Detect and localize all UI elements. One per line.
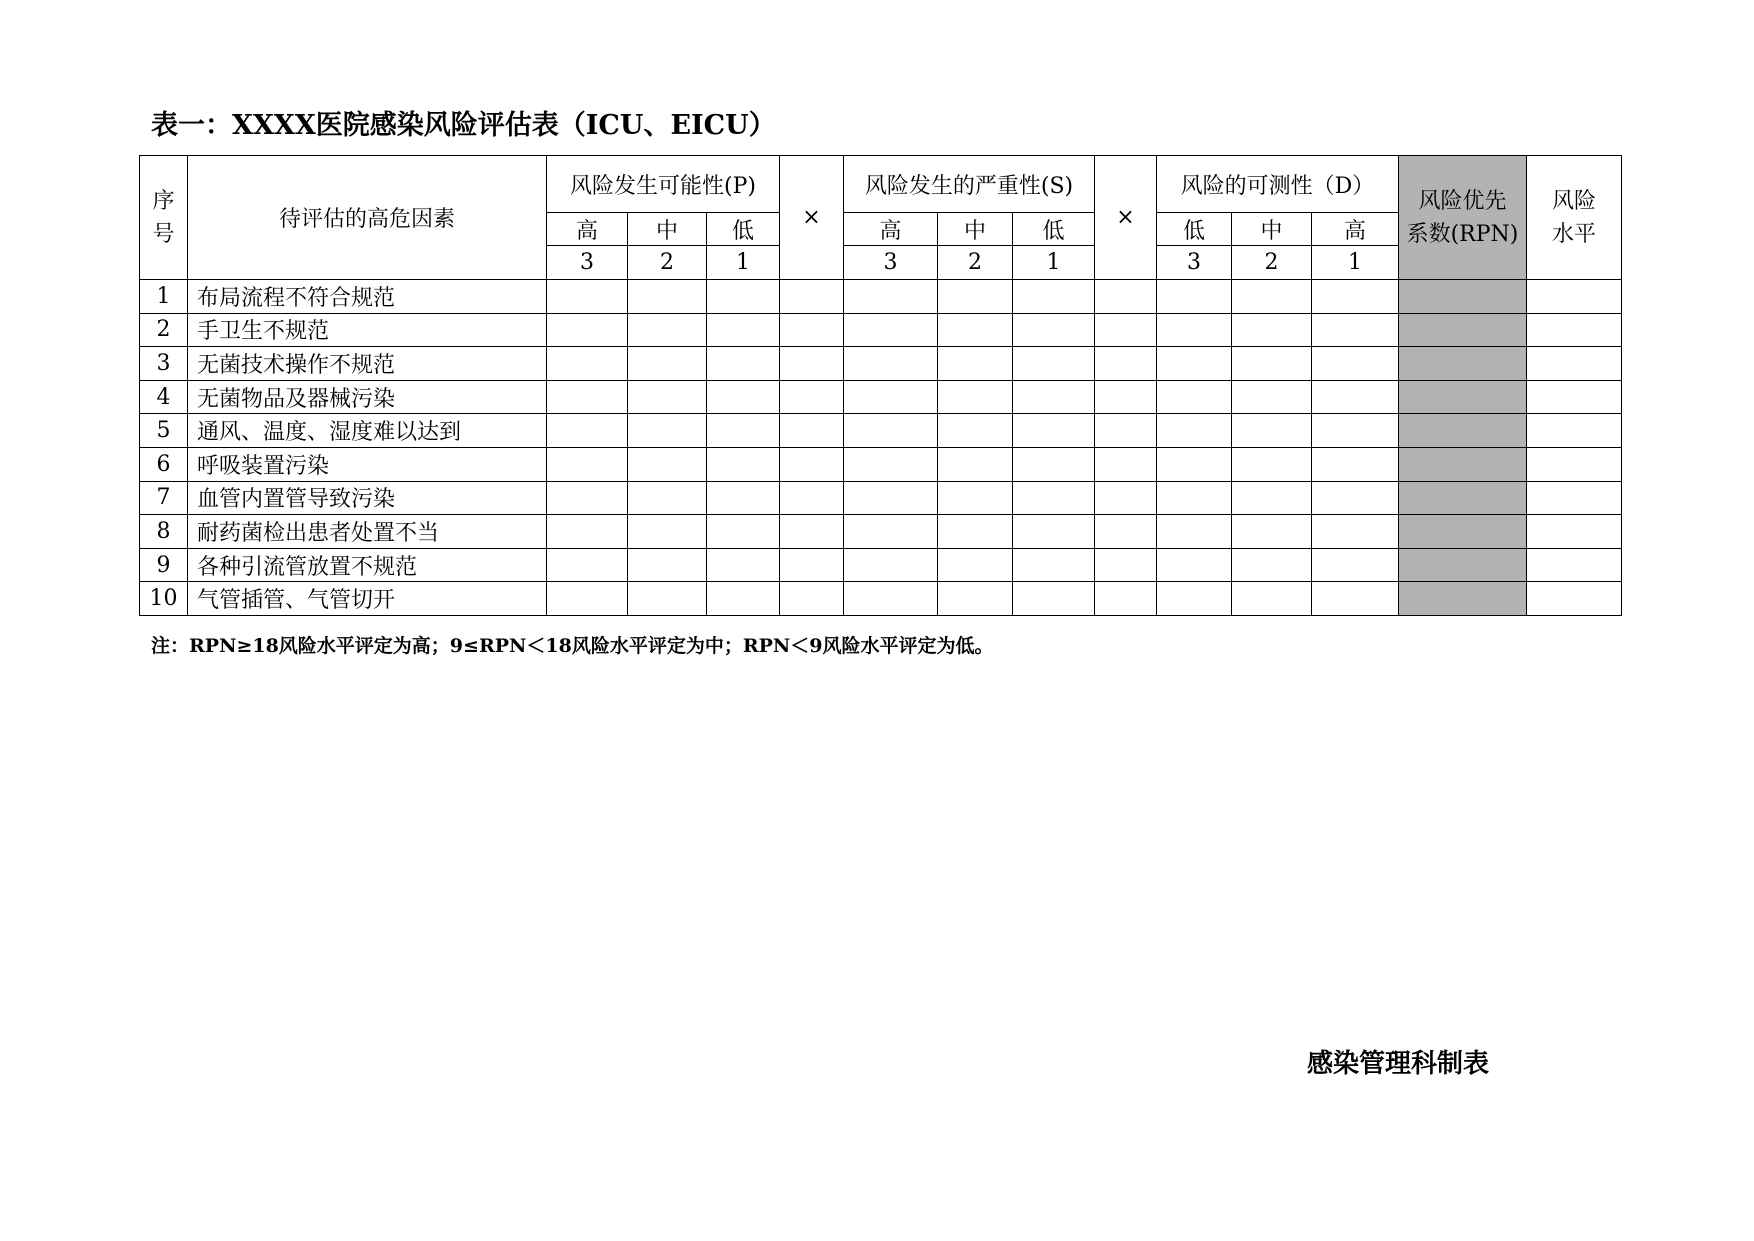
row-factor: 各种引流管放置不规范 [188, 548, 547, 582]
row-number: 7 [140, 481, 188, 515]
cell-s-high[interactable] [844, 481, 938, 515]
footer-signature: 感染管理科制表 [1307, 1049, 1490, 1079]
cell-s-high[interactable] [844, 280, 938, 314]
d-score-1: 1 [1312, 246, 1399, 280]
cell-p-high[interactable] [547, 548, 628, 582]
cell-d-low[interactable] [1157, 347, 1232, 381]
cell-p-low[interactable] [707, 447, 780, 481]
cell-rpn[interactable] [1399, 515, 1527, 549]
s-level-high: 高 [844, 213, 938, 246]
cell-d-mid[interactable] [1232, 515, 1312, 549]
cell-p-high[interactable] [547, 380, 628, 414]
cell-d-high[interactable] [1312, 347, 1399, 381]
cell-d-mid[interactable] [1232, 582, 1312, 616]
cell-rpn[interactable] [1399, 582, 1527, 616]
cell-d-mid[interactable] [1232, 548, 1312, 582]
table-body [140, 280, 1622, 616]
cell-s-mid[interactable] [938, 515, 1013, 549]
cell-p-high[interactable] [547, 582, 628, 616]
cell-p-multiply[interactable] [780, 548, 844, 582]
cell-d-mid[interactable] [1232, 481, 1312, 515]
cell-rpn[interactable] [1399, 380, 1527, 414]
cell-s-multiply[interactable] [1095, 582, 1157, 616]
table-row [140, 447, 1622, 481]
cell-d-low[interactable] [1157, 414, 1232, 448]
cell-level[interactable] [1527, 548, 1622, 582]
cell-rpn[interactable] [1399, 347, 1527, 381]
cell-s-high[interactable] [844, 414, 938, 448]
cell-s-multiply[interactable] [1095, 380, 1157, 414]
cell-d-mid[interactable] [1232, 280, 1312, 314]
cell-p-low[interactable] [707, 280, 780, 314]
cell-p-multiply[interactable] [780, 313, 844, 347]
table-row [140, 548, 1622, 582]
cell-d-mid[interactable] [1232, 447, 1312, 481]
p-score-2: 2 [628, 246, 707, 280]
cell-s-mid[interactable] [938, 548, 1013, 582]
cell-level[interactable] [1527, 313, 1622, 347]
cell-level[interactable] [1527, 380, 1622, 414]
cell-d-low[interactable] [1157, 481, 1232, 515]
multiply-sign-2: × [1095, 156, 1157, 280]
p-level-high: 高 [547, 213, 628, 246]
cell-rpn[interactable] [1399, 548, 1527, 582]
cell-p-mid[interactable] [628, 515, 707, 549]
cell-level[interactable] [1527, 447, 1622, 481]
table-row [140, 347, 1622, 381]
cell-s-high[interactable] [844, 515, 938, 549]
table-row [140, 481, 1622, 515]
s-level-low: 低 [1013, 213, 1095, 246]
header-seq [140, 156, 188, 280]
cell-d-high[interactable] [1312, 515, 1399, 549]
cell-s-multiply[interactable] [1095, 280, 1157, 314]
cell-rpn[interactable] [1399, 280, 1527, 314]
cell-s-low[interactable] [1013, 582, 1095, 616]
p-level-mid: 中 [628, 213, 707, 246]
cell-s-low[interactable] [1013, 548, 1095, 582]
cell-p-multiply[interactable] [780, 380, 844, 414]
cell-s-high[interactable] [844, 582, 938, 616]
cell-p-multiply[interactable] [780, 447, 844, 481]
cell-s-multiply[interactable] [1095, 515, 1157, 549]
header-rpn-label: 风险优先 系数(RPN) [1406, 188, 1519, 247]
cell-d-mid[interactable] [1232, 313, 1312, 347]
table-row [140, 515, 1622, 549]
table-row [140, 380, 1622, 414]
cell-d-high[interactable] [1312, 582, 1399, 616]
header-rpn [1399, 156, 1527, 280]
cell-p-multiply[interactable] [780, 280, 844, 314]
row-number: 6 [140, 447, 188, 481]
p-level-low: 低 [707, 213, 780, 246]
cell-p-low[interactable] [707, 347, 780, 381]
row-number: 3 [140, 347, 188, 381]
header-seq-label: 序 号 [152, 188, 175, 247]
header-factor: 待评估的高危因素 [188, 156, 547, 280]
cell-p-low[interactable] [707, 515, 780, 549]
row-number: 9 [140, 548, 188, 582]
row-factor: 无菌技术操作不规范 [188, 347, 547, 381]
p-score-3: 3 [547, 246, 628, 280]
cell-s-low[interactable] [1013, 347, 1095, 381]
cell-p-low[interactable] [707, 582, 780, 616]
cell-d-low[interactable] [1157, 447, 1232, 481]
cell-level[interactable] [1527, 515, 1622, 549]
cell-rpn[interactable] [1399, 313, 1527, 347]
cell-d-high[interactable] [1312, 280, 1399, 314]
cell-p-mid[interactable] [628, 481, 707, 515]
cell-s-high[interactable] [844, 548, 938, 582]
cell-p-low[interactable] [707, 548, 780, 582]
cell-s-low[interactable] [1013, 447, 1095, 481]
cell-level[interactable] [1527, 347, 1622, 381]
cell-p-multiply[interactable] [780, 515, 844, 549]
cell-p-multiply[interactable] [780, 582, 844, 616]
cell-p-mid[interactable] [628, 347, 707, 381]
cell-s-multiply[interactable] [1095, 313, 1157, 347]
table-row [140, 414, 1622, 448]
header-group-d: 风险的可测性（D） [1157, 156, 1399, 213]
cell-s-mid[interactable] [938, 280, 1013, 314]
row-factor: 耐药菌检出患者处置不当 [188, 515, 547, 549]
s-level-mid: 中 [938, 213, 1013, 246]
cell-d-mid[interactable] [1232, 380, 1312, 414]
cell-s-low[interactable] [1013, 414, 1095, 448]
cell-d-high[interactable] [1312, 548, 1399, 582]
cell-level[interactable] [1527, 481, 1622, 515]
cell-level[interactable] [1527, 582, 1622, 616]
cell-s-high[interactable] [844, 313, 938, 347]
cell-p-high[interactable] [547, 447, 628, 481]
cell-d-high[interactable] [1312, 380, 1399, 414]
s-score-3: 3 [844, 246, 938, 280]
row-factor: 通风、温度、湿度难以达到 [188, 414, 547, 448]
cell-d-low[interactable] [1157, 548, 1232, 582]
header-group-s: 风险发生的严重性(S) [844, 156, 1095, 213]
cell-s-mid[interactable] [938, 481, 1013, 515]
cell-level[interactable] [1527, 414, 1622, 448]
row-number: 8 [140, 515, 188, 549]
cell-s-low[interactable] [1013, 280, 1095, 314]
cell-p-high[interactable] [547, 313, 628, 347]
cell-rpn[interactable] [1399, 447, 1527, 481]
d-level-low: 低 [1157, 213, 1232, 246]
d-score-2: 2 [1232, 246, 1312, 280]
row-number: 1 [140, 280, 188, 314]
cell-rpn[interactable] [1399, 481, 1527, 515]
row-number: 4 [140, 380, 188, 414]
s-score-1: 1 [1013, 246, 1095, 280]
cell-p-low[interactable] [707, 414, 780, 448]
cell-p-multiply[interactable] [780, 347, 844, 381]
s-score-2: 2 [938, 246, 1013, 280]
cell-d-low[interactable] [1157, 280, 1232, 314]
table-row [140, 313, 1622, 347]
cell-d-high[interactable] [1312, 313, 1399, 347]
cell-p-mid[interactable] [628, 380, 707, 414]
footnote: 注：RPN≥18风险水平评定为高；9≤RPN＜18风险水平评定为中；RPN＜9风险水平评定为低。 [151, 635, 994, 657]
cell-s-high[interactable] [844, 380, 938, 414]
row-number: 2 [140, 313, 188, 347]
cell-s-multiply[interactable] [1095, 548, 1157, 582]
cell-s-low[interactable] [1013, 481, 1095, 515]
cell-s-mid[interactable] [938, 313, 1013, 347]
cell-s-low[interactable] [1013, 380, 1095, 414]
cell-p-mid[interactable] [628, 313, 707, 347]
cell-p-mid[interactable] [628, 447, 707, 481]
cell-d-high[interactable] [1312, 414, 1399, 448]
cell-d-low[interactable] [1157, 380, 1232, 414]
cell-d-high[interactable] [1312, 447, 1399, 481]
header-group-p: 风险发生可能性(P) [547, 156, 780, 213]
cell-rpn[interactable] [1399, 414, 1527, 448]
row-factor: 呼吸装置污染 [188, 447, 547, 481]
row-factor: 血管内置管导致污染 [188, 481, 547, 515]
cell-p-mid[interactable] [628, 280, 707, 314]
cell-s-mid[interactable] [938, 447, 1013, 481]
d-level-mid: 中 [1232, 213, 1312, 246]
cell-p-low[interactable] [707, 481, 780, 515]
cell-d-high[interactable] [1312, 481, 1399, 515]
row-factor: 布局流程不符合规范 [188, 280, 547, 314]
d-score-3: 3 [1157, 246, 1232, 280]
cell-d-mid[interactable] [1232, 347, 1312, 381]
p-score-1: 1 [707, 246, 780, 280]
cell-p-low[interactable] [707, 313, 780, 347]
cell-p-low[interactable] [707, 380, 780, 414]
cell-p-mid[interactable] [628, 582, 707, 616]
row-number: 5 [140, 414, 188, 448]
cell-p-high[interactable] [547, 515, 628, 549]
header-level-label: 风险 水平 [1551, 188, 1596, 247]
cell-s-low[interactable] [1013, 515, 1095, 549]
header-level [1527, 156, 1622, 280]
cell-p-mid[interactable] [628, 548, 707, 582]
cell-s-mid[interactable] [938, 380, 1013, 414]
cell-s-low[interactable] [1013, 313, 1095, 347]
cell-d-low[interactable] [1157, 582, 1232, 616]
cell-level[interactable] [1527, 280, 1622, 314]
row-factor: 无菌物品及器械污染 [188, 380, 547, 414]
cell-p-high[interactable] [547, 414, 628, 448]
page-title: 表一：XXXX医院感染风险评估表（ICU、EICU） [151, 110, 776, 141]
risk-assessment-table [139, 155, 1622, 616]
multiply-sign-1: × [780, 156, 844, 280]
table-row [140, 582, 1622, 616]
cell-d-low[interactable] [1157, 515, 1232, 549]
cell-s-mid[interactable] [938, 582, 1013, 616]
cell-s-high[interactable] [844, 447, 938, 481]
cell-p-multiply[interactable] [780, 481, 844, 515]
cell-s-mid[interactable] [938, 414, 1013, 448]
cell-d-low[interactable] [1157, 313, 1232, 347]
row-factor: 手卫生不规范 [188, 313, 547, 347]
cell-s-mid[interactable] [938, 347, 1013, 381]
row-factor: 气管插管、气管切开 [188, 582, 547, 616]
cell-d-mid[interactable] [1232, 414, 1312, 448]
cell-s-multiply[interactable] [1095, 414, 1157, 448]
cell-p-high[interactable] [547, 481, 628, 515]
cell-p-multiply[interactable] [780, 414, 844, 448]
cell-p-high[interactable] [547, 347, 628, 381]
table-row [140, 280, 1622, 314]
cell-p-mid[interactable] [628, 414, 707, 448]
cell-s-multiply[interactable] [1095, 347, 1157, 381]
cell-s-multiply[interactable] [1095, 481, 1157, 515]
cell-s-high[interactable] [844, 347, 938, 381]
d-level-high: 高 [1312, 213, 1399, 246]
cell-s-multiply[interactable] [1095, 447, 1157, 481]
cell-p-high[interactable] [547, 280, 628, 314]
row-number: 10 [140, 582, 188, 616]
